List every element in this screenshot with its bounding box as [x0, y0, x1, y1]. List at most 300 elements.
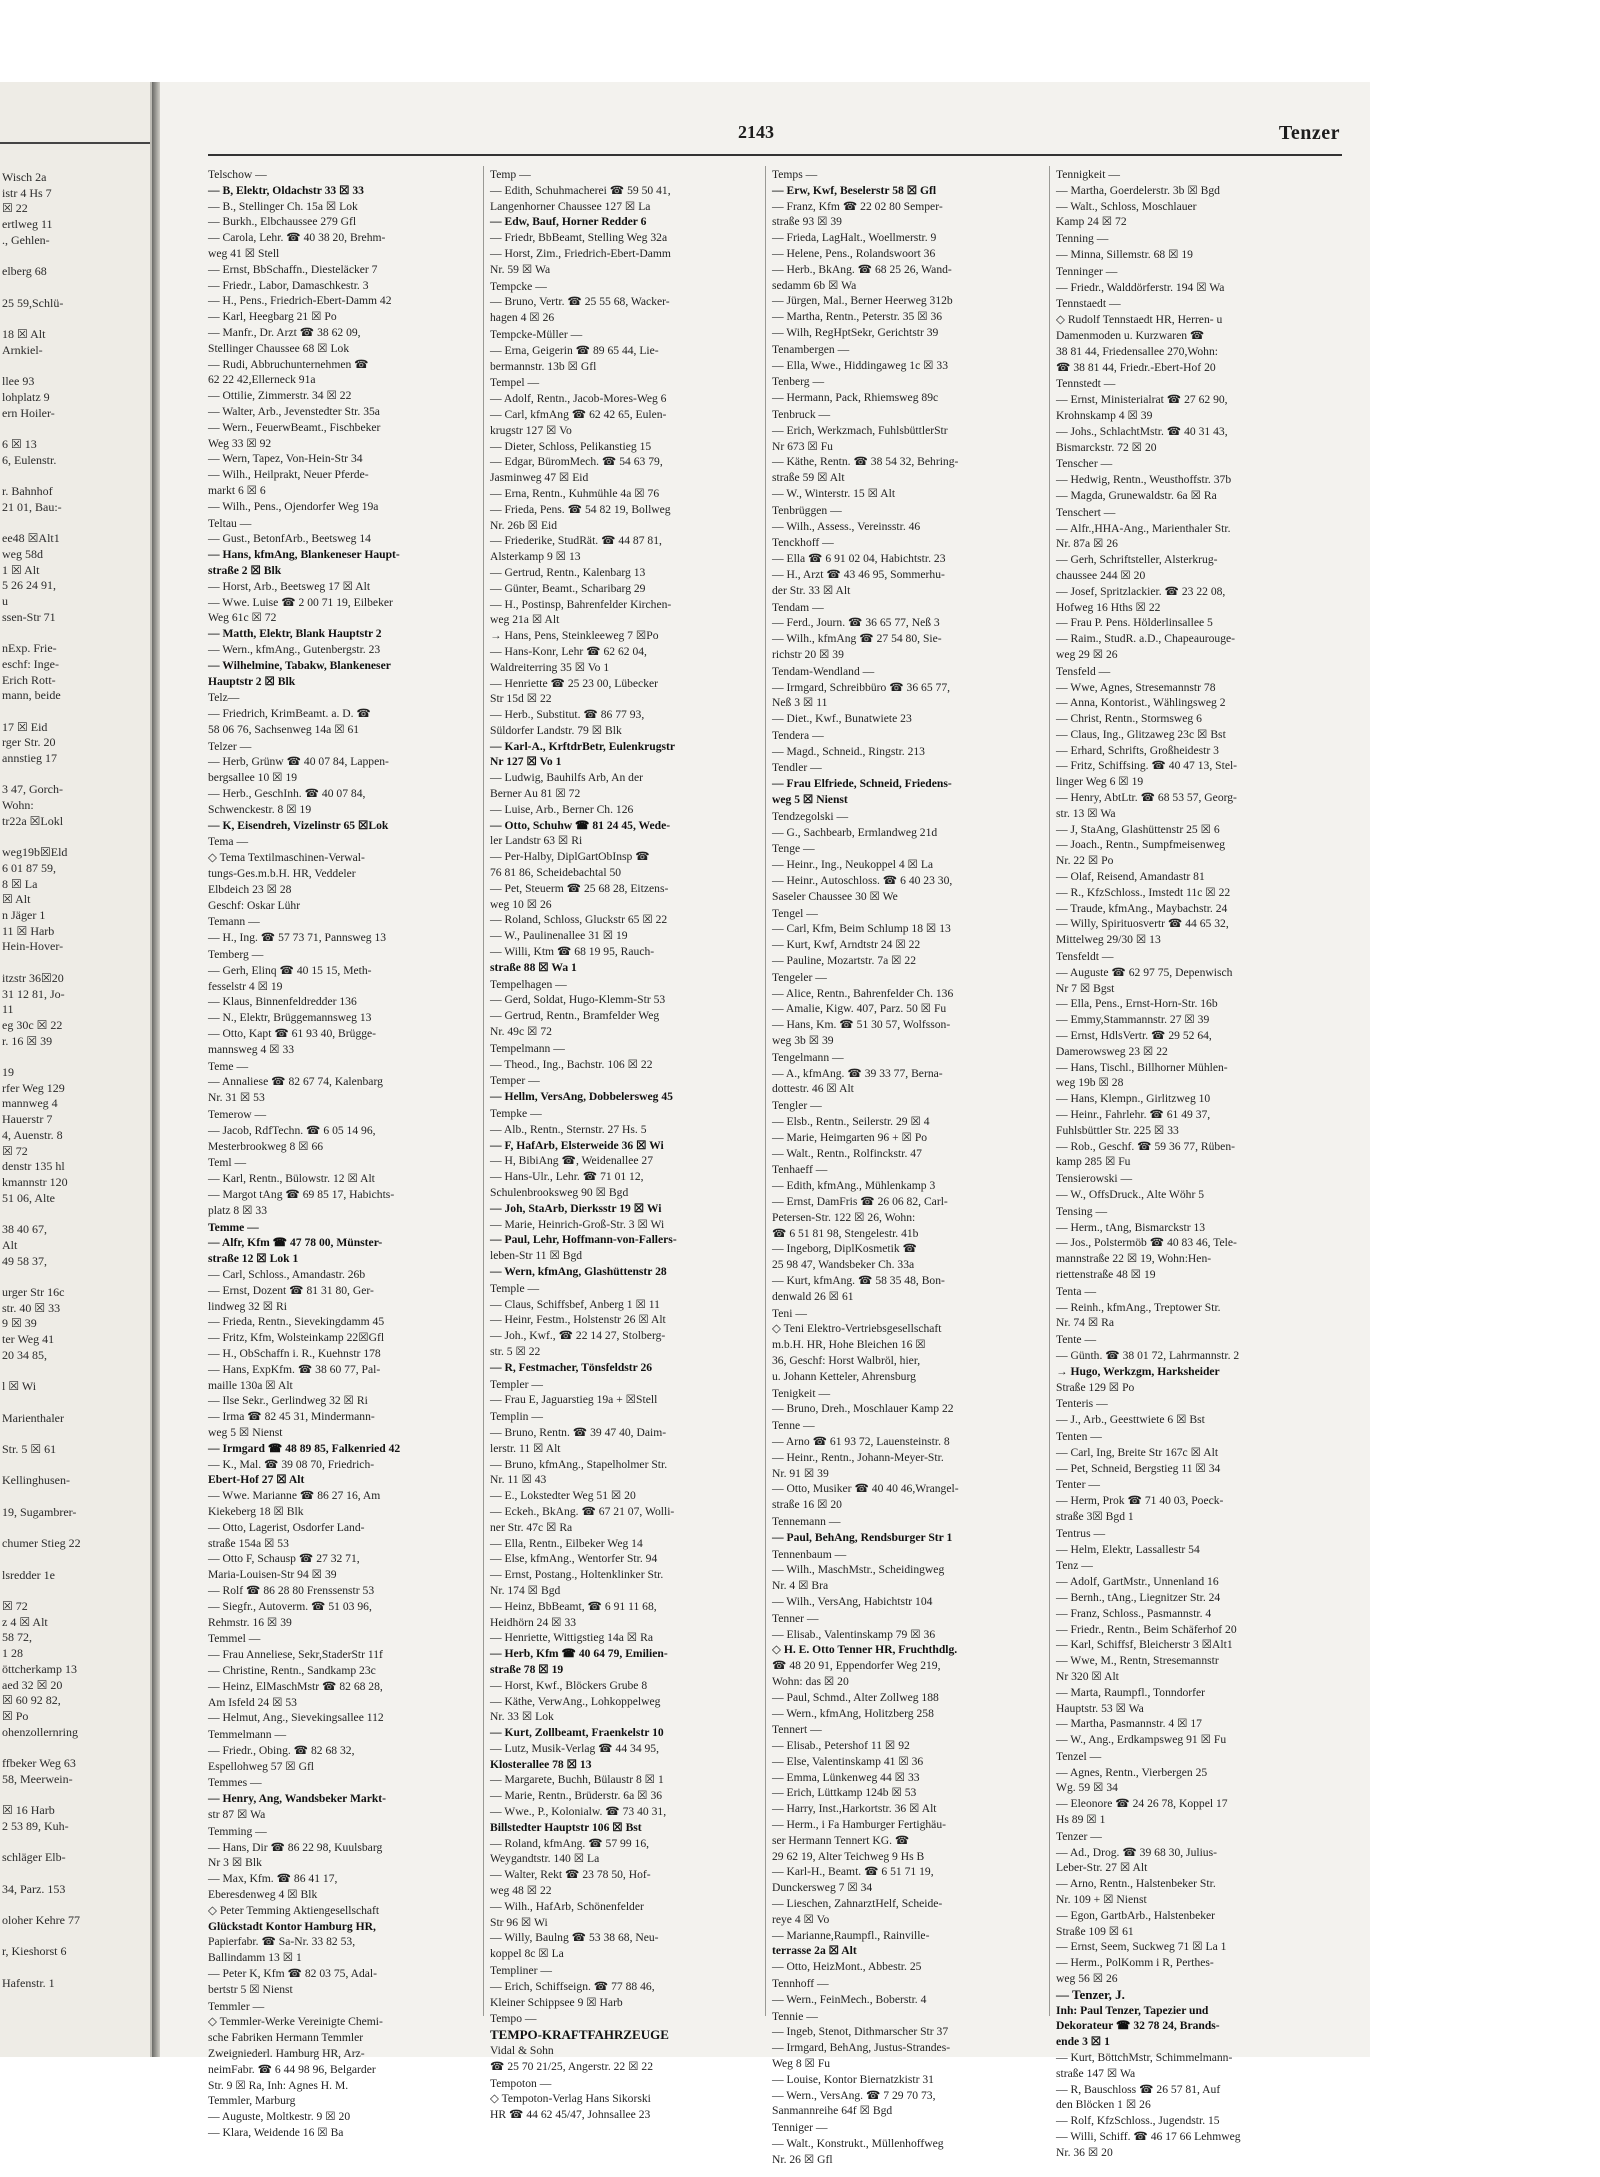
directory-entry-line: Dunckersweg 7 ☒ 34 [772, 1881, 873, 1895]
left-fragment-line: 11 [2, 1002, 14, 1017]
directory-entry-line: — Pet, Steuerm ☎ 25 68 28, Eitzens- [490, 881, 669, 895]
directory-entry-line: — Margarete, Buchh, Bülaustr 8 ☒ 1 [490, 1773, 664, 1787]
left-fragment-line: 17 ☒ Eid [2, 719, 48, 734]
directory-entry-line: Eberesdenweg 4 ☒ Blk [208, 1888, 318, 1902]
directory-entry-line: — Manfr., Dr. Arzt ☎ 38 62 09, [208, 325, 361, 339]
directory-entry-line: — Erich, Schiffseign. ☎ 77 88 46, [490, 1979, 655, 1993]
directory-entry-line: Billstedter Hauptstr 106 ☒ Bst [490, 1820, 642, 1834]
left-fragment-line: ., Gehlen- [2, 232, 50, 247]
left-fragment-line: 1 28 [2, 1646, 23, 1661]
directory-entry-line: — Gust., BetonfArb., Beetsweg 14 [208, 532, 371, 546]
directory-entry-line: — N., Elektr, Brüggemannsweg 13 [208, 1011, 372, 1025]
directory-entry-line: bergsallee 10 ☒ 19 [208, 771, 298, 785]
directory-entry-line: — Helene, Pens., Rolandswoort 36 [772, 246, 936, 260]
directory-entry-line: — Karl-A., KrftdrBetr, Eulenkrugstr [490, 739, 676, 753]
directory-entry-line: — Karl, Schiffsf, Bleicherstr 3 ☒Alt1 [1056, 1638, 1233, 1652]
directory-entry-line: — Horst, Zim., Friedrich-Ebert-Damm [490, 246, 671, 260]
directory-entry-line: — Edgar, BüromMech. ☎ 54 63 79, [490, 455, 663, 469]
left-fragment-line: istr 4 Hs 7 [2, 185, 52, 200]
header-rule [208, 154, 1342, 156]
left-fragment-line [2, 1740, 148, 1756]
directory-entry-line: weg 10 ☒ 26 [490, 897, 552, 911]
directory-entry-line: ser Hermann Tennert KG. ☎ [772, 1833, 910, 1847]
directory-entry-line: — Franz, Kfm ☎ 22 02 80 Semper- [772, 199, 943, 213]
directory-entry-line: — W., OffsDruck., Alte Wöhr 5 [1056, 1188, 1205, 1201]
directory-entry-line: ◇ Teni Elektro-Vertriebsgesellschaft [772, 1322, 942, 1336]
directory-entry-line: — J., Arb., Geesttwiete 6 ☒ Bst [1056, 1413, 1205, 1427]
left-fragment-line [2, 625, 148, 641]
directory-entry-line: — Ernst, Seem, Suckweg 71 ☒ La 1 [1056, 1940, 1227, 1954]
directory-entry-line: — Bruno, kfmAng., Stapelholmer Str. [490, 1457, 668, 1471]
directory-entry-line: 25 98 47, Wandsbeker Ch. 33a [772, 1258, 915, 1272]
directory-entry-line: Weygandtstr. 140 ☒ La [490, 1852, 600, 1866]
directory-entry-line: — Claus, Ing., Glitzaweg 23c ☒ Bst [1056, 727, 1226, 741]
directory-entry-line: — Elisab., Petershof 11 ☒ 92 [772, 1739, 910, 1753]
directory-entry-line: — Roland, kfmAng. ☎ 57 99 16, [490, 1836, 650, 1850]
directory-entry-line: straße 78 ☒ 19 [490, 1662, 564, 1676]
directory-entry-line: — Kurt, BöttchMstr, Schimmelmann- [1056, 2051, 1233, 2065]
surname-heading: Tenne — [772, 1419, 815, 1433]
directory-entry-line: Wg. 59 ☒ 34 [1056, 1781, 1118, 1795]
directory-entry-line: — Wilh., Heilprakt, Neuer Pferde- [208, 468, 369, 482]
directory-entry-line: — Wilh., MaschMstr., Scheidingweg [772, 1563, 945, 1577]
left-fragment-line [2, 1395, 148, 1411]
directory-entry-line: — Horst, Arb., Beetsweg 17 ☒ Alt [208, 579, 371, 593]
directory-entry-line: — Rolf ☎ 86 28 80 Frenssenstr 53 [208, 1583, 375, 1597]
directory-entry-line: straße 59 ☒ Alt [772, 471, 845, 485]
directory-entry-line: — Pet, Schneid, Bergstieg 11 ☒ 34 [1056, 1461, 1221, 1475]
directory-entry-line: — Erich, Werkzmach, FuhlsbüttlerStr [772, 423, 948, 437]
directory-entry-line: straße 93 ☒ 39 [772, 215, 842, 229]
surname-heading: Temberg — [208, 948, 264, 962]
left-fragment-line [2, 1552, 148, 1568]
directory-entry-line: tungs-Ges.m.b.H. HR, Veddeler [208, 867, 356, 881]
left-fragment-line: rger Str. 20 [2, 735, 56, 750]
left-fragment-line [2, 1426, 148, 1442]
directory-entry-line: — Edith, kfmAng., Mühlenkamp 3 [772, 1179, 936, 1193]
directory-entry-line: → Hans, Pens, Steinkleeweg 7 ☒Po [490, 629, 659, 643]
directory-entry-line: — Wilh., Pens., Ojendorfer Weg 19a [208, 499, 379, 513]
surname-heading: Temmler — [208, 1999, 265, 2013]
directory-entry-line: — Herm, Prok ☎ 71 40 03, Poeck- [1056, 1494, 1224, 1508]
left-fragment-line [2, 1960, 148, 1976]
directory-entry-line: Nr. 26b ☒ Eid [490, 518, 558, 532]
directory-entry-line: denwald 26 ☒ 61 [772, 1289, 854, 1303]
directory-entry-line: — Irmgard, Schreibbüro ☎ 36 65 77, [772, 680, 951, 694]
directory-entry-line: Nr 127 ☒ Vo 1 [490, 755, 562, 769]
left-fragment-line: ☒ Po [2, 1708, 29, 1723]
directory-entry-line: — Gerh, Schriftsteller, Alsterkrug- [1056, 553, 1218, 567]
left-fragment-line [2, 421, 148, 437]
directory-entry-line: ◇ H. E. Otto Tenner HR, Fruchthdlg. [772, 1643, 958, 1657]
directory-entry-line: lerstr. 11 ☒ Alt [490, 1441, 561, 1455]
directory-entry-line: — Herb., Substitut. ☎ 86 77 93, [490, 708, 645, 722]
directory-entry-line: weg 3b ☒ 39 [772, 1034, 834, 1048]
directory-entry-line: — Jürgen, Mal., Berner Heerweg 312b [772, 294, 953, 308]
left-fragment-line [2, 955, 148, 971]
directory-entry-line: — Erhard, Schrifts, Großheidestr 3 [1056, 743, 1219, 757]
directory-entry-line: — Frau Elfriede, Schneid, Friedens- [772, 777, 952, 791]
directory-entry-line: chaussee 244 ☒ 20 [1056, 568, 1146, 582]
left-fragment-line: chumer Stieg 22 [2, 1536, 81, 1551]
directory-entry-line: — Carl, Ing, Breite Str 167c ☒ Alt [1056, 1445, 1219, 1459]
directory-entry-line: — Reinh., kfmAng., Treptower Str. [1056, 1300, 1221, 1314]
directory-entry-line: — Otto, Schuhw ☎ 81 24 45, Wede- [490, 818, 671, 832]
directory-entry-line: Inh: Paul Tenzer, Tapezier und [1056, 2003, 1209, 2017]
directory-column-2 [490, 166, 765, 2123]
directory-entry-line: mannsweg 4 ☒ 33 [208, 1042, 295, 1056]
directory-entry-line: — Amalie, Kigw. 407, Parz. 50 ☒ Fu [772, 1002, 947, 1016]
directory-entry-line: Straße 109 ☒ 61 [1056, 1924, 1134, 1938]
left-fragment-line: Hafenstr. 1 [2, 1975, 55, 1990]
surname-heading: Temps — [772, 168, 818, 181]
surname-heading: Tempoton — [490, 2076, 552, 2090]
surname-heading: Tente — [1056, 1333, 1097, 1347]
surname-heading: Tensfeldt — [1056, 950, 1114, 964]
right-page [160, 82, 1370, 2166]
directory-entry-line: — Alice, Rentn., Bahrenfelder Ch. 136 [772, 986, 954, 1000]
directory-entry-line: — Christ, Rentn., Stormsweg 6 [1056, 712, 1202, 726]
directory-entry-line: — Siegfr., Autoverm. ☎ 51 03 96, [208, 1599, 372, 1613]
directory-entry-line: — Walt., Rentn., Rolfinckstr. 47 [772, 1146, 922, 1160]
left-fragment-line: itzstr 36☒20 [2, 970, 64, 985]
directory-entry-line: — Gertrud, Rentn., Bramfelder Weg [490, 1009, 660, 1023]
directory-entry-line: — Karl, Heegbarg 21 ☒ Po [208, 310, 337, 324]
left-fragment-line: lohplatz 9 [2, 389, 50, 404]
directory-entry-line: — Walt., Konstrukt., Müllenhoffweg [772, 2137, 944, 2151]
surname-heading: Tensfeld — [1056, 664, 1111, 678]
left-fragment-line: 8 ☒ La [2, 876, 38, 891]
surname-heading: Tenta — [1056, 1284, 1097, 1298]
directory-entry-line: — Margot tAng ☎ 69 85 17, Habichts- [208, 1188, 395, 1201]
directory-entry-line: — R, Bauschloss ☎ 26 57 81, Auf [1056, 2082, 1221, 2096]
left-fragment-line: eg 30c ☒ 22 [2, 1017, 63, 1032]
directory-entry-line: — Otto, Lagerist, Osdorfer Land- [208, 1520, 365, 1534]
directory-entry-line: — R, Festmacher, Tönsfeldstr 26 [490, 1360, 653, 1374]
left-fragment-line: Wisch 2a [2, 170, 47, 184]
directory-entry-line: — Wern., FeuerwBeamt., Fischbeker [208, 420, 381, 434]
directory-entry-line: Fuhlsbüttler Str. 225 ☒ 33 [1056, 1123, 1179, 1137]
left-fragment-line [2, 767, 148, 783]
left-fragment-line: oloher Kehre 77 [2, 1913, 80, 1928]
directory-entry-line: — Hans-Konr, Lehr ☎ 62 62 04, [490, 644, 647, 658]
directory-entry-line: Schwenckestr. 8 ☒ 19 [208, 802, 312, 816]
directory-entry-line: — Herm., i Fa Hamburger Fertighäu- [772, 1818, 946, 1832]
left-fragment-line: 6 01 87 59, [2, 860, 56, 875]
left-fragment-line: 1 ☒ Alt [2, 562, 40, 577]
surname-heading: Tenzel — [1056, 1749, 1102, 1763]
directory-entry-line: — Lieschen, ZahnarztHelf, Scheide- [772, 1897, 943, 1911]
directory-entry-line: Damenmoden u. Kurzwaren ☎ [1056, 328, 1205, 342]
directory-entry-line: straße 16 ☒ 20 [772, 1498, 842, 1512]
surname-heading: Tennhoff — [772, 1977, 829, 1991]
directory-entry-line: Str 15d ☒ 22 [490, 692, 552, 706]
left-fragment-line: 5 26 24 91, [2, 578, 56, 593]
directory-entry-line: Langenhorner Chaussee 127 ☒ La [490, 199, 651, 213]
left-fragment-line: 19 [2, 1065, 14, 1080]
directory-entry-line: Damerowsweg 23 ☒ 22 [1056, 1044, 1168, 1058]
surname-heading: Temming — [208, 1824, 267, 1838]
directory-entry-line: — B., Stellinger Ch. 15a ☒ Lok [208, 199, 358, 213]
directory-entry-line: — Hermann, Pack, Rhiemsweg 89c [772, 391, 939, 405]
directory-entry-line: straße 147 ☒ Wa [1056, 2066, 1136, 2080]
directory-entry-line: — Wilh., VersAng, Habichtstr 104 [772, 1594, 933, 1608]
directory-entry-line: — Günth. ☎ 38 01 72, Lahrmannstr. 2 [1056, 1348, 1240, 1362]
directory-entry-line: sedamm 6b ☒ Wa [772, 278, 857, 292]
directory-entry-line: 38 81 44, Friedensallee 270,Wohn: [1056, 344, 1218, 358]
directory-entry-line: — Joh., Kwf., ☎ 22 14 27, Stolberg- [490, 1329, 666, 1343]
directory-entry-line: — Walter, Arb., Jevenstedter Str. 35a [208, 404, 380, 418]
surname-heading: Tennemann — [772, 1514, 841, 1528]
directory-entry-line: — Willi, Ktm ☎ 68 19 95, Rauch- [490, 945, 655, 959]
left-fragment-line: nExp. Frie- [2, 641, 57, 656]
directory-entry-line: — Otto, Musiker ☎ 40 40 46,Wrangel- [772, 1482, 959, 1496]
directory-entry-line: — Burkh., Elbchaussee 279 Gfl [208, 215, 357, 229]
directory-entry-line: — Frieda, LagHalt., Woellmerstr. 9 [772, 231, 937, 245]
directory-entry-line: Krohnskamp 4 ☒ 39 [1056, 408, 1153, 422]
directory-entry-line: → Hugo, Werkzgm, Harksheider [1056, 1364, 1220, 1378]
left-fragment-line [2, 1520, 148, 1536]
left-fragment-line: 51 06, Alte [2, 1190, 55, 1205]
directory-entry-line: Nr 3 ☒ Blk [208, 1856, 262, 1870]
page-number: 2143 [738, 122, 774, 142]
directory-entry-line: — Henriette ☎ 25 23 00, Lübecker [490, 676, 659, 690]
left-fragment-line: Wohn: [2, 798, 34, 813]
left-fragment-line [2, 1929, 148, 1945]
surname-heading: Tendzegolski — [772, 809, 849, 823]
directory-column-1 [208, 166, 483, 2141]
left-fragment-line: ter Weg 41 [2, 1332, 55, 1347]
directory-entry-line: — Gertrud, Rentn., Kalenbarg 13 [490, 565, 646, 579]
directory-entry-line: — Rob., Geschf. ☎ 59 36 77, Rüben- [1056, 1139, 1235, 1153]
directory-entry-line: — H., Postinsp, Bahrenfelder Kirchen- [490, 597, 672, 611]
directory-entry-line: Leber-Str. 27 ☒ Alt [1056, 1861, 1148, 1875]
directory-entry-line: Mittelweg 29/30 ☒ 13 [1056, 933, 1161, 947]
surname-heading: Tennie — [772, 2009, 818, 2023]
left-fragment-line: eschf: Inge- [2, 656, 59, 671]
directory-entry-line: Nr. 11 ☒ 43 [490, 1473, 547, 1487]
directory-entry-line: maille 130a ☒ Alt [208, 1378, 293, 1392]
directory-entry-line: — Klara, Weidende 16 ☒ Ba [208, 2126, 344, 2140]
directory-entry-line: — Wilh., Assess., Vereinsstr. 46 [772, 519, 921, 533]
directory-entry-line: — Karl, Rentn., Bülowstr. 12 ☒ Alt [208, 1172, 375, 1186]
directory-entry-line: — Jos., Polstermöb ☎ 40 83 46, Tele- [1056, 1236, 1237, 1250]
left-fragment-line: llee 93 [2, 374, 35, 389]
left-fragment-line: ☒ 72 [2, 1143, 28, 1158]
directory-entry-line: — Martha, Goerdelerstr. 3b ☒ Bgd [1056, 183, 1220, 197]
directory-entry-line: u. Johann Ketteler, Ahrensburg [772, 1369, 916, 1383]
left-fragment-line: 19, Sugambrer- [2, 1504, 77, 1519]
directory-entry-line: Saseler Chaussee 30 ☒ We [772, 889, 898, 903]
left-fragment-line: denstr 135 hl [2, 1159, 65, 1174]
directory-entry-line: — Herm., tAng, Bismarckstr 13 [1056, 1220, 1206, 1234]
left-fragment-line: u [2, 593, 8, 608]
surname-heading: Tema — [208, 835, 249, 849]
surname-heading: Tenter — [1056, 1478, 1100, 1492]
directory-entry-line: — Elisab., Valentinskamp 79 ☒ 36 [772, 1627, 936, 1641]
directory-entry-line: — Eleonore ☎ 24 26 78, Koppel 17 [1056, 1797, 1228, 1811]
surname-heading: Teni — [772, 1306, 807, 1320]
left-fragment-line: annstieg 17 [2, 751, 57, 766]
directory-entry-line: — Herm., PolKomm i R, Perthes- [1056, 1956, 1214, 1970]
surname-heading: Tendam — [772, 600, 824, 614]
surname-heading: Tenhaeff — [772, 1163, 828, 1177]
directory-entry-line: — Heinz, BbBeamt, ☎ 6 91 11 68, [490, 1599, 657, 1613]
directory-entry-line: — Ad., Drog. ☎ 39 68 30, Julius- [1056, 1845, 1217, 1859]
directory-entry-line: Nr. 74 ☒ Ra [1056, 1316, 1115, 1330]
surname-heading: Tempke — [490, 1107, 542, 1121]
directory-entry-line: richstr 20 ☒ 39 [772, 647, 844, 661]
directory-entry-line: Str 96 ☒ Wi [490, 1915, 548, 1929]
directory-entry-line: Rehmstr. 16 ☒ 39 [208, 1615, 292, 1629]
directory-entry-line: — Emma, Lünkenweg 44 ☒ 33 [772, 1770, 920, 1784]
directory-entry-line: Temmler, Marburg [208, 2094, 296, 2108]
left-fragment-line: mannweg 4 [2, 1096, 58, 1111]
left-fragment-line [2, 311, 148, 327]
directory-entry-line: — H., Pens., Friedrich-Ebert-Damm 42 [208, 294, 392, 308]
directory-entry-line: Am Isfeld 24 ☒ 53 [208, 1695, 297, 1709]
left-fragment-line [2, 1458, 148, 1474]
directory-entry-line: reye 4 ☒ Vo [772, 1912, 830, 1926]
directory-entry-line: — Heinr, Festm., Holstenstr 26 ☒ Alt [490, 1313, 666, 1327]
directory-entry-line: — Minna, Sillemstr. 68 ☒ 19 [1056, 247, 1193, 261]
left-fragment-line [2, 1835, 148, 1851]
directory-entry-line: — R., KfzSchloss., Imstedt 11c ☒ 22 [1056, 885, 1231, 899]
directory-entry-line: — Else, kfmAng., Wentorfer Str. 94 [490, 1552, 658, 1566]
directory-column-4 [1056, 166, 1331, 2161]
directory-entry-line: — Marie, Rentn., Brüderstr. 6a ☒ 36 [490, 1789, 663, 1803]
directory-entry-line: Nr. 31 ☒ 53 [208, 1091, 265, 1105]
directory-entry-line: Kleiner Schippsee 9 ☒ Harb [490, 1995, 623, 2009]
directory-entry-line: — Ella ☎ 6 91 02 04, Habichtstr. 23 [772, 552, 946, 566]
directory-entry-line: — Edw, Bauf, Horner Redder 6 [490, 215, 647, 229]
directory-entry-line: str 87 ☒ Wa [208, 1808, 266, 1822]
directory-entry-line: Papierfabr. ☎ Sa-Nr. 33 82 53, [208, 1935, 356, 1949]
directory-entry-line: — Gerh, Elinq ☎ 40 15 15, Meth- [208, 963, 372, 977]
directory-entry-line: — Heinz, ElMaschMstr ☎ 82 68 28, [208, 1679, 383, 1693]
directory-entry-line: — Ernst, Postang., Holtenklinker Str. [490, 1568, 664, 1582]
directory-entry-line: — Elsb., Rentn., Seilerstr. 29 ☒ 4 [772, 1115, 930, 1129]
left-fragment-line: ohenzollernring [2, 1724, 78, 1739]
directory-entry-line: Wohn: das ☒ 20 [772, 1674, 849, 1688]
scan-frame [0, 82, 1370, 2166]
directory-entry-line: — Agnes, Rentn., Vierbergen 25 [1056, 1765, 1208, 1779]
directory-entry-line: — Horst, Kwf., Blöckers Grube 8 [490, 1678, 648, 1692]
directory-entry-line: — Wern., kfmAng., Gutenbergstr. 23 [208, 642, 381, 656]
left-fragment-line: 20 34 85, [2, 1347, 47, 1362]
directory-entry-line: ☎ 25 70 21/25, Angerstr. 22 ☒ 22 [490, 2059, 653, 2073]
directory-entry-line: — Matth, Elektr, Blank Hauptstr 2 [208, 627, 382, 641]
surname-heading: Tenteris — [1056, 1397, 1108, 1411]
directory-entry-line: — Friedr., Obing. ☎ 82 68 32, [208, 1743, 355, 1757]
directory-entry-line: — Bruno, Dreh., Moschlauer Kamp 22 [772, 1402, 954, 1416]
surname-heading: Tenner — [772, 1611, 819, 1625]
left-fragment-line: n Jäger 1 [2, 908, 46, 923]
directory-entry-line: — Bruno, Rentn. ☎ 39 47 40, Daim- [490, 1425, 667, 1439]
surname-heading: Tenigkeit — [772, 1386, 831, 1400]
directory-entry-line: — Ernst, HdlsVertr. ☎ 29 52 64, [1056, 1029, 1212, 1043]
directory-entry-line: leben-Str 11 ☒ Bgd [490, 1249, 583, 1263]
directory-entry-line: ◇ Temmler-Werke Vereinigte Chemi- [208, 2015, 383, 2029]
left-fragment-line: Arnkiel- [2, 342, 43, 357]
directory-entry-line: — Hans, kfmAng, Blankeneser Haupt- [208, 548, 400, 562]
directory-entry-line: — Auguste ☎ 62 97 75, Depenwisch [1056, 965, 1233, 979]
directory-entry-line: — A., kfmAng. ☎ 39 33 77, Berna- [772, 1066, 943, 1080]
left-fragment-line: 38 40 67, [2, 1222, 47, 1237]
directory-entry-line: — Wilh., kfmAng ☎ 27 54 80, Sie- [772, 632, 942, 646]
directory-entry-line: — Frieda, Rentn., Sievekingdamm 45 [208, 1315, 385, 1329]
directory-entry-line: Ballindamm 13 ☒ 1 [208, 1951, 302, 1965]
directory-entry-line: terrasse 2a ☒ Alt [772, 1944, 857, 1958]
left-fragment-line: Marienthaler [2, 1410, 64, 1425]
directory-entry-line: — Paul, Lehr, Hoffmann-von-Fallers- [490, 1233, 677, 1247]
left-fragment-line [2, 830, 148, 846]
directory-entry-line: — Jacob, RdfTechn. ☎ 6 05 14 96, [208, 1123, 376, 1137]
left-fragment-line: 9 ☒ 39 [2, 1316, 37, 1331]
directory-entry-line: Hauptstr 2 ☒ Blk [208, 674, 296, 688]
left-fragment-line: öttcherkamp 13 [2, 1661, 77, 1676]
directory-entry-line: — Otto, Kapt ☎ 61 93 40, Brügge- [208, 1027, 377, 1041]
left-fragment-line: tr22a ☒Lokl [2, 813, 64, 828]
left-fragment-line [2, 704, 148, 720]
directory-entry-line: — Martha, Pasmannstr. 4 ☒ 17 [1056, 1717, 1202, 1731]
left-fragment-line: 18 ☒ Alt [2, 327, 46, 342]
directory-entry-line: — Carl, Schloss., Amandastr. 26b [208, 1267, 366, 1281]
directory-entry-line: — Fritz, Kfm, Wolsteinkamp 22☒Gfl [208, 1331, 385, 1345]
directory-entry-line: — Martha, Rentn., Peterstr. 35 ☒ 36 [772, 310, 943, 324]
left-fragment-line: l ☒ Wi [2, 1379, 37, 1394]
directory-entry-line: — Ingeb, Stenot, Dithmarscher Str 37 [772, 2025, 949, 2039]
directory-entry-line: — Eckeh., BkAng. ☎ 67 21 07, Wolli- [490, 1504, 675, 1518]
directory-entry-line: Nr. 22 ☒ Po [1056, 854, 1114, 868]
directory-entry-line: weg 56 ☒ 26 [1056, 1972, 1118, 1986]
directory-entry-line: Nr 320 ☒ Alt [1056, 1669, 1119, 1683]
directory-entry-line: — Bernh., tAng., Liegnitzer Str. 24 [1056, 1590, 1221, 1604]
left-fragment-line [2, 1363, 148, 1379]
surname-heading: Tennigkeit — [1056, 168, 1120, 181]
surname-heading: Tenning — [1056, 232, 1109, 246]
surname-heading: Temme — [208, 1220, 259, 1234]
surname-heading: Telschow — [208, 168, 267, 181]
left-fragment-line: 21 01, Bau:- [2, 499, 62, 514]
directory-entry-line: — W., Winterstr. 15 ☒ Alt [772, 486, 896, 500]
directory-entry-line: Nr. 49c ☒ 72 [490, 1025, 552, 1039]
directory-entry-line: — Friedr., Rentn., Beim Schäferhof 20 [1056, 1622, 1237, 1636]
left-fragment-line [2, 358, 148, 374]
directory-entry-line: — Carl, kfmAng ☎ 62 42 65, Eulen- [490, 407, 667, 421]
left-page-fragment [0, 82, 152, 2057]
directory-entry-line: ◇ Rudolf Tennstaedt HR, Herren- u [1056, 313, 1223, 327]
directory-entry-line: Vidal & Sohn [490, 2044, 554, 2058]
directory-entry-line: Nr. 26 ☒ Gfl [772, 2152, 833, 2166]
directory-entry-line: — Friedr, BbBeamt, Stelling Weg 32a [490, 231, 668, 245]
directory-entry-line: Geschf: Oskar Lühr [208, 898, 301, 912]
directory-entry-line: Glückstadt Kontor Hamburg HR, [208, 1919, 376, 1933]
directory-entry-line: — Ernst, BbSchaffn., Diesteläcker 7 [208, 262, 378, 276]
left-fragment-line: Hein-Hover- [2, 939, 64, 954]
directory-entry-line: Kiekeberg 18 ☒ Blk [208, 1504, 304, 1518]
left-fragment-line: 3 47, Gorch- [2, 782, 63, 797]
directory-entry-line: bermannstr. 13b ☒ Gfl [490, 359, 597, 373]
left-fragment-line: lsredder 1e [2, 1567, 55, 1582]
directory-entry-line: — Tenzer, J. [1056, 1986, 1125, 2002]
directory-entry-line: — Wwe. Luise ☎ 2 00 71 19, Eilbeker [208, 595, 393, 609]
directory-entry-line: Weg 61c ☒ 72 [208, 611, 277, 625]
left-fragment-line: mann, beide [2, 688, 61, 703]
directory-entry-line: weg 5 ☒ Nienst [772, 793, 848, 807]
directory-entry-line: — Karl-H., Beamt. ☎ 6 51 71 19, [772, 1865, 934, 1879]
left-fragment-line: ☒ 72 [2, 1598, 28, 1613]
